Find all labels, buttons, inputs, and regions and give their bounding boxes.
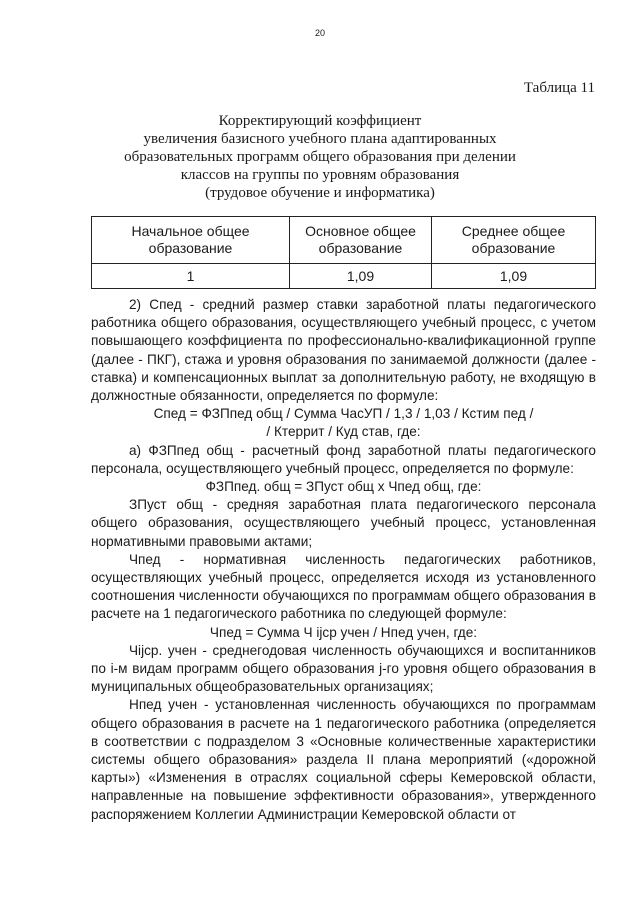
formula: Спед = ФЗПпед общ / Сумма ЧасУП / 1,3 / 1,03 / Кстим пед / xyxy=(153,406,534,422)
header-cell-primary xyxy=(92,217,290,264)
paragraph: Чijср. учен - среднегодовая численность обучающихся и воспитанников по i-м видам программ общего образования j-го уровня общего образования в муниципальных общеобразовательных организациях; xyxy=(91,642,596,695)
header-text: Среднее общее xyxy=(461,223,566,239)
heading-line: (трудовое обучение и информатика) xyxy=(205,185,435,201)
header-cell-secondary xyxy=(432,217,596,264)
header-text: Начальное общее xyxy=(131,223,250,239)
paragraph: Чпед - нормативная численность педагогических работников, осуществляющих учебный процесс, определяется исходя из установленного соотношения численности обучающихся по программам общего образования в расчете на 1 педагогического работника по следующей формуле: xyxy=(91,551,596,622)
table-header-row xyxy=(92,217,596,264)
table-heading xyxy=(92,112,548,202)
table-value-row xyxy=(92,264,596,289)
page-number: 20 xyxy=(314,28,325,38)
header-text: Основное общее xyxy=(305,223,416,239)
header-text: образование xyxy=(148,240,233,256)
table-label: Таблица 11 xyxy=(523,80,595,96)
heading-line: увеличения базисного учебного плана адаптированных xyxy=(143,131,497,147)
formula: ФЗПпед. общ = ЗПуст общ х Чпед общ, где: xyxy=(205,479,482,495)
formula: / Ктеррит / Куд став, где: xyxy=(266,424,421,440)
paragraph: а) ФЗПпед общ - расчетный фонд заработной платы педагогического персонала, осуществляющего учебный процесс, определяется по формуле: xyxy=(91,442,596,476)
value-cell-secondary: 1,09 xyxy=(432,264,596,289)
heading-line: Корректирующий коэффициент xyxy=(218,113,422,129)
heading-line: образовательных программ общего образования при делении xyxy=(124,149,516,165)
formula: Чпед = Сумма Ч ijср учен / Нпед учен, где: xyxy=(209,624,478,640)
value-cell-basic: 1,09 xyxy=(290,264,432,289)
heading-line: классов на группы по уровням образования xyxy=(180,167,460,183)
header-text: образование xyxy=(318,240,403,256)
header-cell-basic xyxy=(290,217,432,264)
paragraph: Нпед учен - установленная численность обучающихся по программам общего образования в расчете на 1 педагогического работника (определяется в соответствии с подразделом 3 «Основные количественные характеристики системы общего образования» раздела II плана мероприятий («дорожной карты») «Изменения в отраслях социальной сферы Кемеровской области, направленные на повышение эффективности образования», утвержденного распоряжением Коллегии Администрации Кемеровской области от xyxy=(91,697,596,822)
paragraph: ЗПуст общ - средняя заработная плата педагогического персонала общего образования, осуществляющего учебный процесс, установленная нормативными правовыми актами; xyxy=(91,497,596,549)
header-text: образование xyxy=(471,240,556,256)
body-text xyxy=(91,296,596,824)
paragraph: 2) Спед - средний размер ставки заработной платы педагогического работника общего образования, осуществляющего учебный процесс, с учетом повышающего коэффициента по профессионально-квалификационной группе (далее - ПКГ), стажа и уровня образования по занимаемой должности (далее - ставка) и компенсационных выплат за дополнительную работу, не входящую в должностные обязанности, определяется по формуле: xyxy=(91,297,596,404)
value-cell-primary: 1 xyxy=(92,264,290,289)
coefficient-table xyxy=(91,216,596,289)
